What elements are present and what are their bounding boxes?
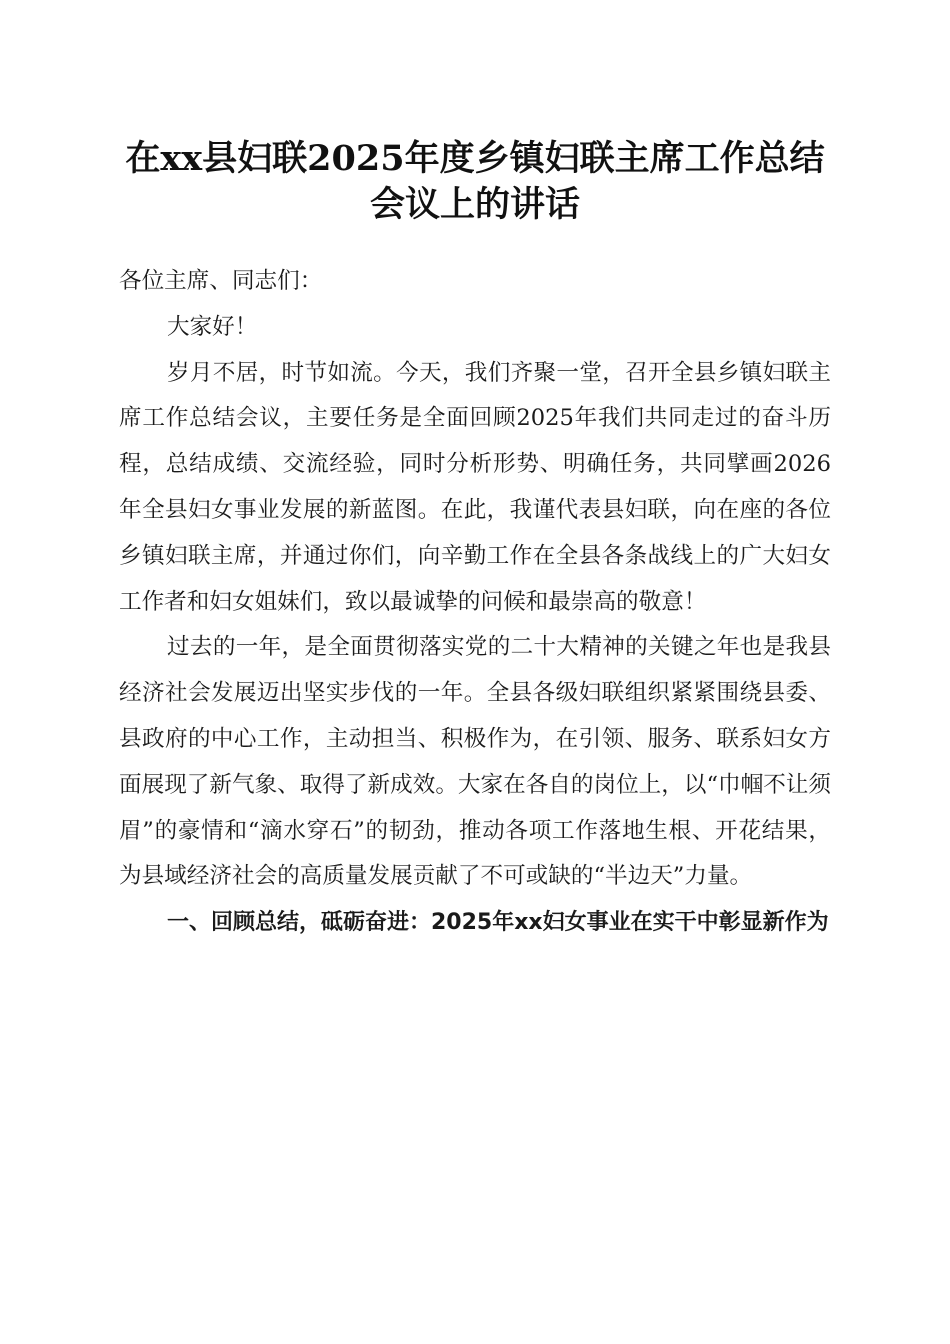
section-heading: 一、回顾总结，砥砺奋进：2025年xx妇女事业在实干中彰显新作为 — [167, 910, 829, 936]
title-line-2: 会议上的讲话 — [369, 184, 580, 225]
paragraph-opening: 岁月不居，时节如流。今天，我们齐聚一堂，召开全县乡镇妇联主席工作总结会议，主要任务是全面回顾2025年我们共同走过的奋斗历程，总结成绩、交流经验，同时分析形势、明确任务，共同擘画2026年全县妇女事业发展的新蓝图。在此，我谨代表县妇联，向在座的各位乡镇妇联主席，并通过你们，向辛勤工作在全县各条战线上的广大妇女工作者和妇女姐妹们，致以最诚挚的问候和最崇高的敬意！ — [119, 359, 831, 615]
salutation: 各位主席、同志们： — [119, 268, 323, 294]
paragraph-review: 过去的一年，是全面贯彻落实党的二十大精神的关键之年也是我县经济社会发展迈出坚实步伐的一年。全县各级妇联组织紧紧围绕县委、县政府的中心工作，主动担当、积极作为，在引领、服务、联系妇女方面展现了新气象、取得了新成效。大家在各自的岗位上，以“巾帼不让须眉”的豪情和“滴水穿石”的韧劲，推动各项工作落地生根、开花结果，为县域经济社会的高质量发展贡献了不可或缺的“半边天”力量。 — [119, 634, 831, 890]
document-body — [119, 259, 831, 946]
title-line-1: 在xx县妇联2025年度乡镇妇联主席工作总结 — [125, 138, 825, 179]
document-title — [100, 136, 850, 228]
greeting: 大家好！ — [167, 313, 258, 340]
